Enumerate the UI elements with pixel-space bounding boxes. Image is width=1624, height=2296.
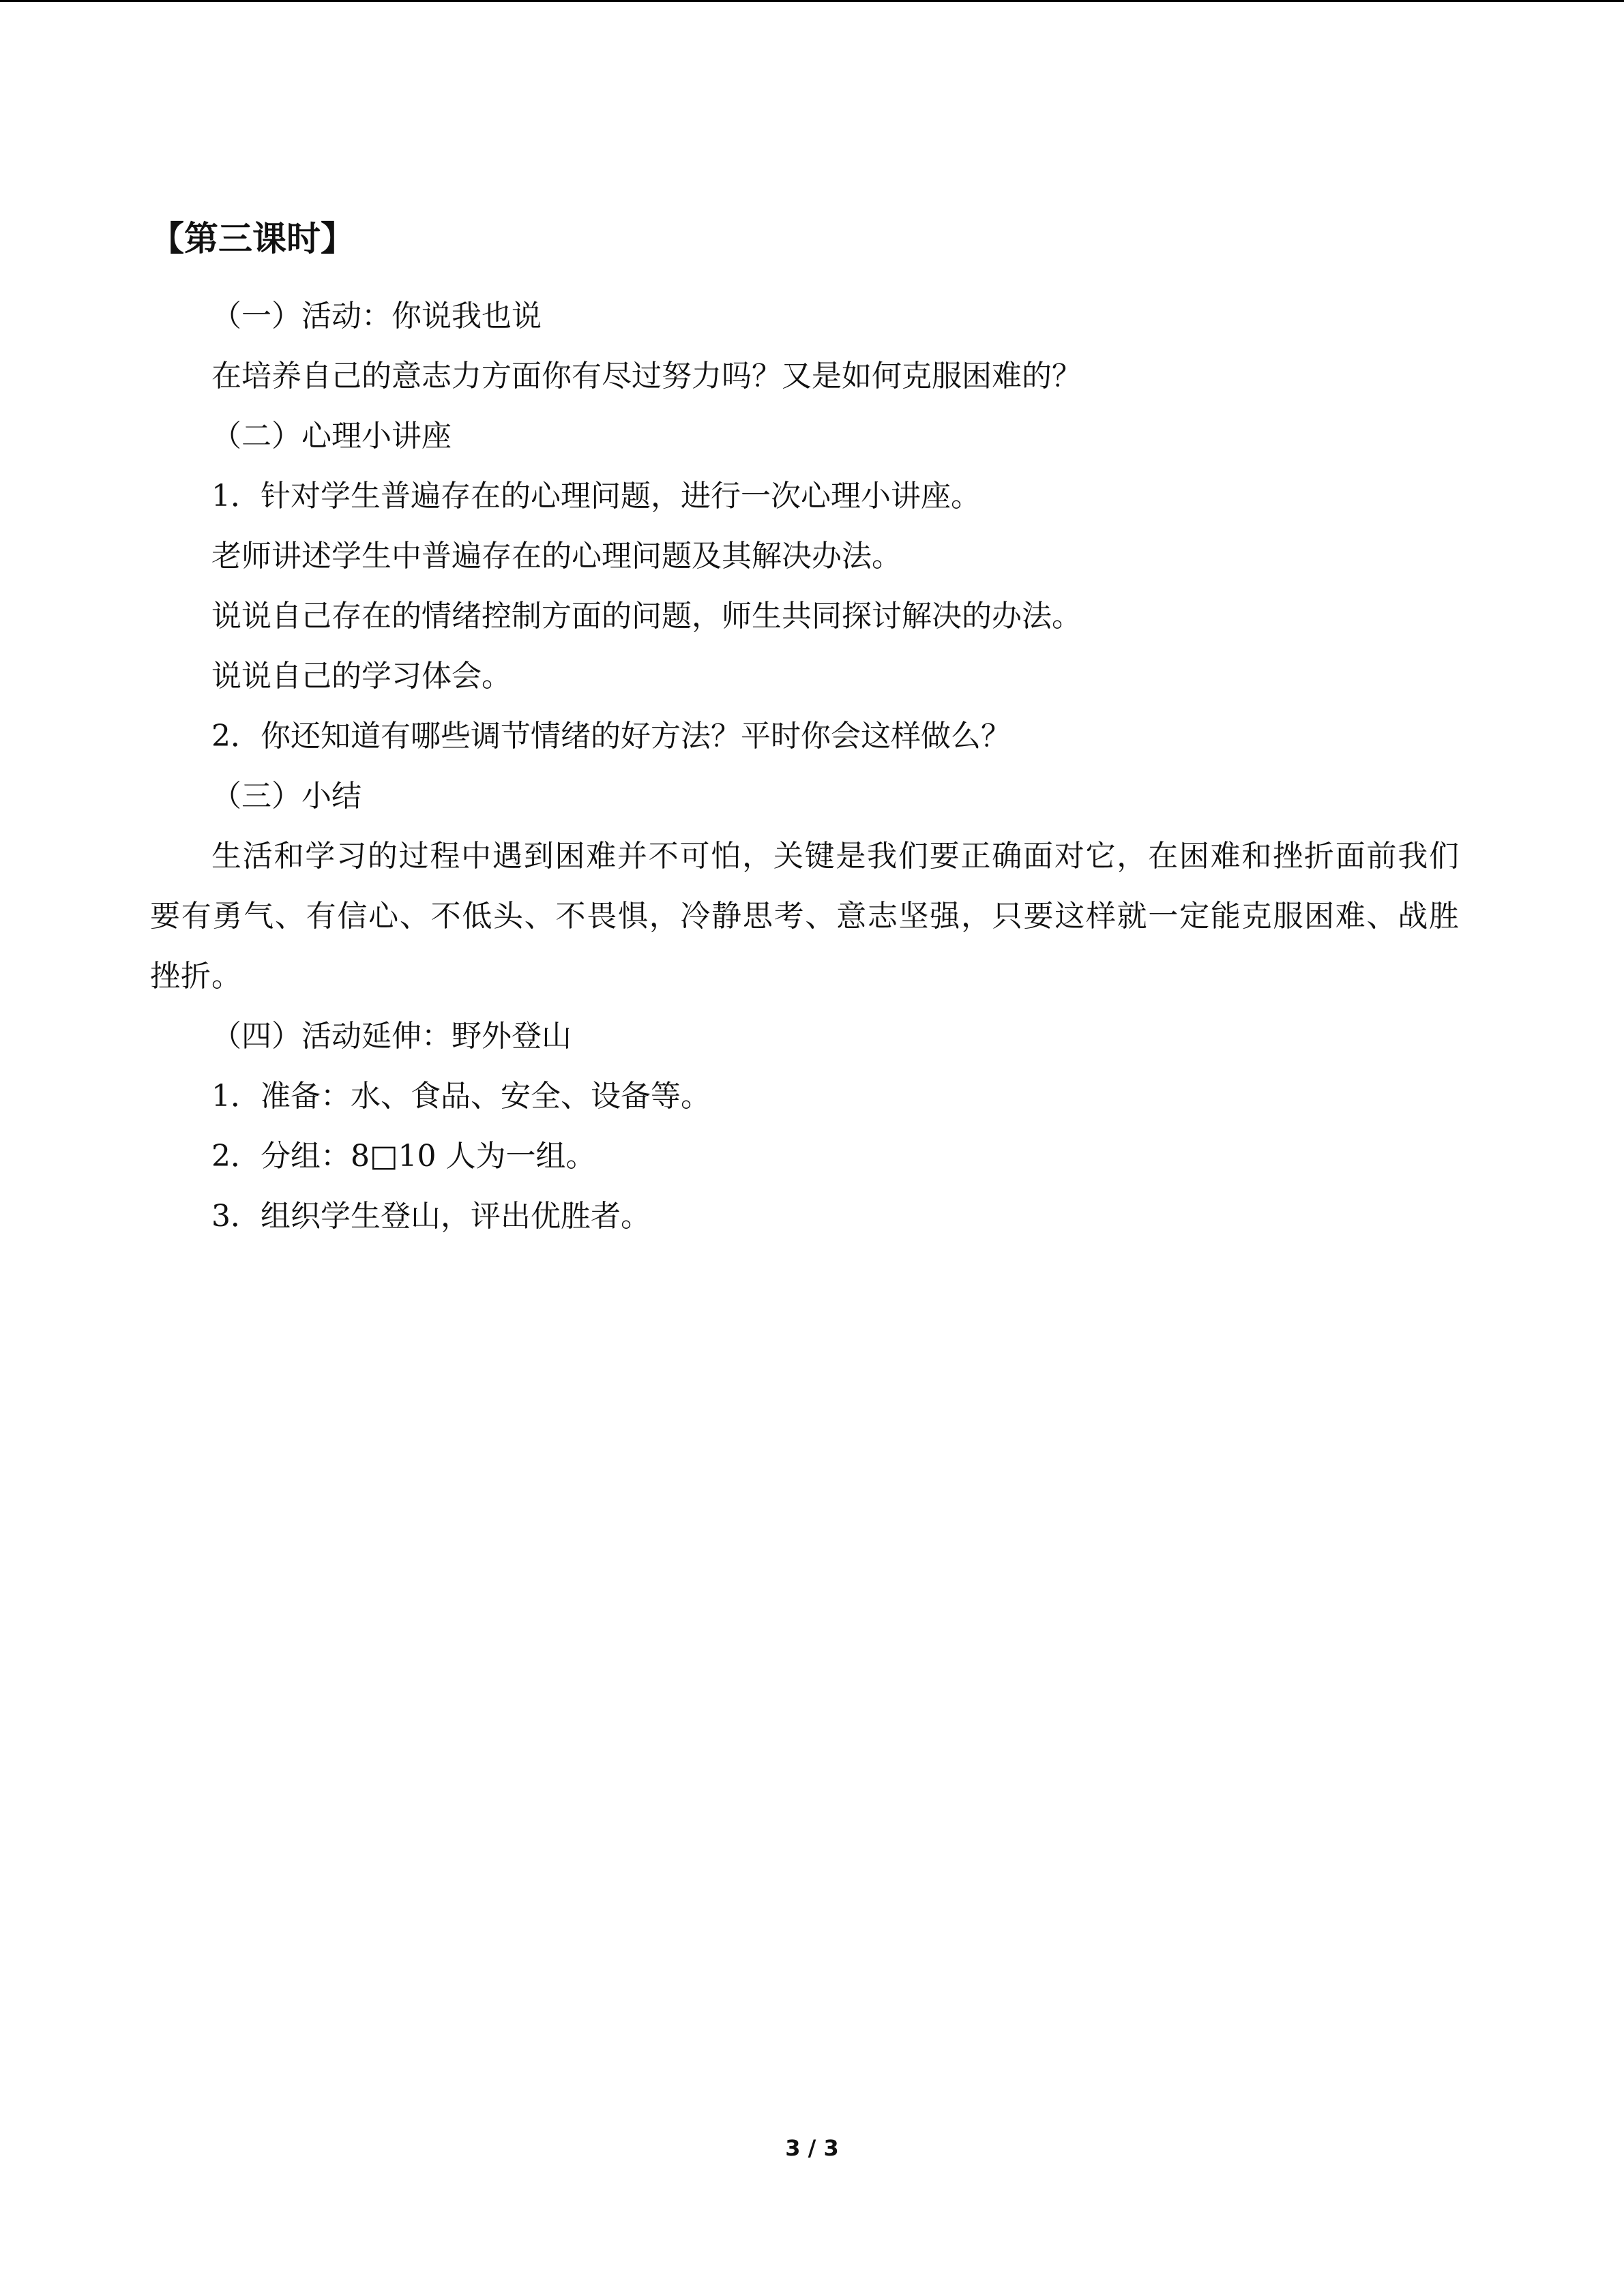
lecture-item-1: 1．针对学生普遍存在的心理问题，进行一次心理小讲座。 [211, 479, 981, 513]
activity1-heading: （一）活动：你说我也说 [211, 299, 542, 333]
summary-paragraph: 生活和学习的过程中遇到困难并不可怕，关键是我们要正确面对它，在困难和挫折面前我们要有勇气、有信心、不低头、不畏惧，冷静思考、意志坚强，只要这样就一定能克服困难、战胜挫折。 [150, 839, 1460, 994]
section-title: 【第三课时】 [150, 219, 355, 258]
summary-heading: （三）小结 [211, 779, 361, 814]
extension-item-3: 3．组织学生登山，评出优胜者。 [211, 1199, 651, 1234]
lecture-heading: （二）心理小讲座 [211, 419, 452, 453]
extension-item-1: 1．准备：水、食品、安全、设备等。 [211, 1079, 711, 1114]
activity1-text: 在培养自己的意志力方面你有尽过努力吗？又是如何克服困难的？ [211, 359, 1082, 393]
lecture-text-1: 老师讲述学生中普遍存在的心理问题及其解决办法。 [211, 539, 902, 573]
document-page [150, 205, 1460, 1247]
lecture-text-2: 说说自己存在的情绪控制方面的问题，师生共同探讨解决的办法。 [211, 599, 1082, 633]
extension-item-2: 2．分组：8□10 人为一组。 [211, 1139, 596, 1174]
top-border-line [0, 0, 1624, 2]
lecture-text-3: 说说自己的学习体会。 [211, 659, 512, 694]
page-number: 3 / 3 [785, 2135, 839, 2161]
extension-heading: （四）活动延伸：野外登山 [211, 1019, 572, 1054]
lecture-item-2: 2．你还知道有哪些调节情绪的好方法？平时你会这样做么？ [211, 719, 1011, 754]
